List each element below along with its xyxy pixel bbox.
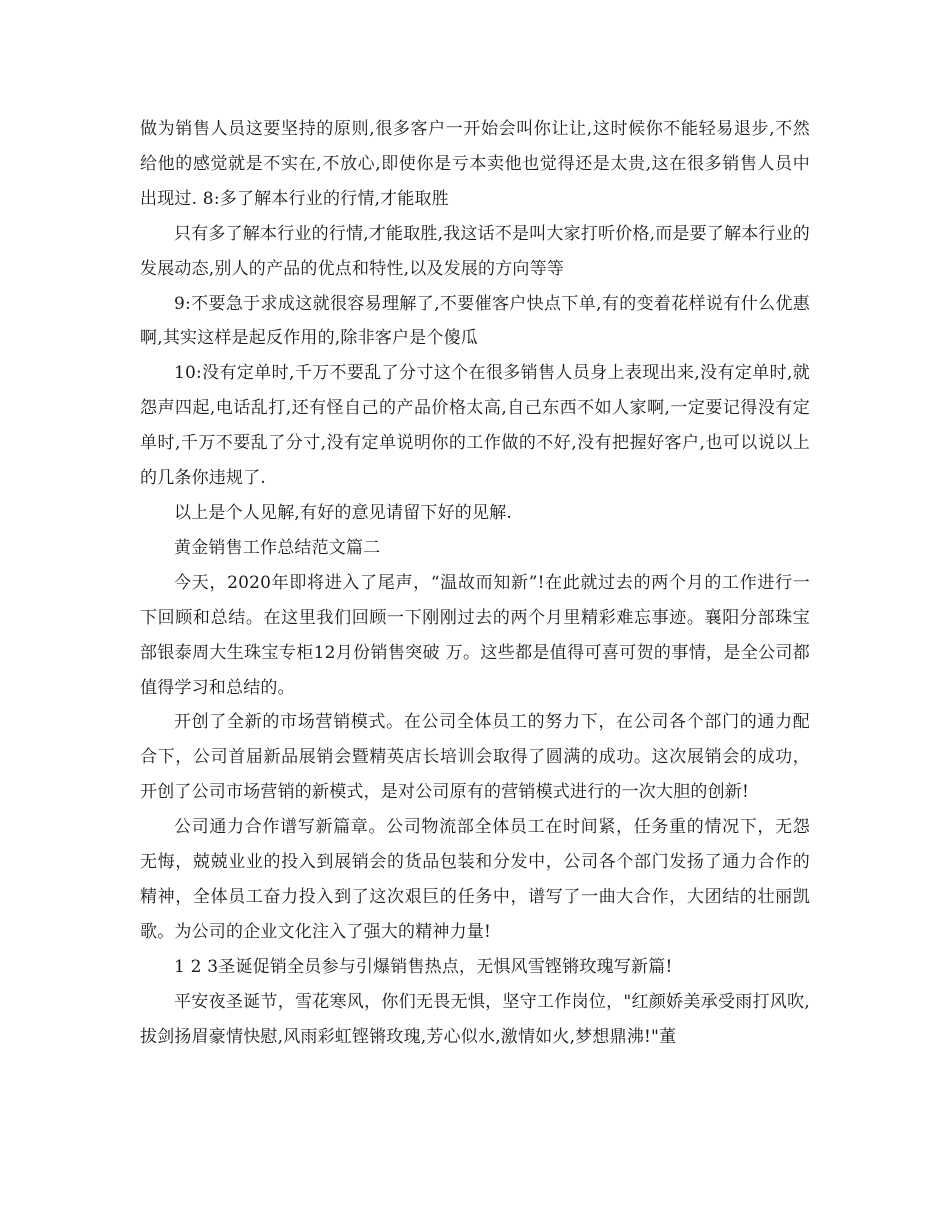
- paragraph-7: 今天，2020年即将进入了尾声，“温故而知新”!在此就过去的两个月的工作进行一下回顾和总结。在这里我们回顾一下刚刚过去的两个月里精彩难忘事迹。襄阳分部珠宝部银泰周大生珠宝专柜12月份销售突破 万。这些都是值得可喜可贺的事情，是全公司都值得学习和总结的。: [140, 572, 810, 698]
- section-heading: 黄金销售工作总结范文篇二: [174, 537, 381, 558]
- paragraph-4: 10:没有定单时,千万不要乱了分寸这个在很多销售人员身上表现出来,没有定单时,就怨声四起,电话乱打,还有怪自己的产品价格太高,自己东西不如人家啊,一定要记得没有定单时,千万不要乱了分寸,没有定单说明你的工作做的不好,没有把握好客户,也可以说以上的几条你违规了.: [140, 363, 810, 489]
- paragraph-9: 公司通力合作谱写新篇章。公司物流部全体员工在时间紧，任务重的情况下，无怨无悔，兢兢业业的投入到展销会的货品包装和分发中，公司各个部门发扬了通力合作的精神，全体员工奋力投入到了这次艰巨的任务中，谱写了一曲大合作，大团结的壮丽凯歌。为公司的企业文化注入了强大的精神力量!: [140, 817, 810, 942]
- paragraph-11: 平安夜圣诞节，雪花寒风，你们无畏无惧，坚守工作岗位，"红颜娇美承受雨打风吹,拔剑扬眉豪情快慰,风雨彩虹铿锵玫瑰,芳心似水,激情如火,梦想鼎沸!"董: [140, 991, 810, 1047]
- document-body: [140, 112, 810, 1054]
- paragraph-5: 以上是个人见解,有好的意见请留下好的见解.: [174, 502, 513, 523]
- paragraph-1: 做为销售人员这要坚持的原则,很多客户一开始会叫你让让,这时候你不能轻易退步,不然给他的感觉就是不实在,不放心,即使你是亏本卖他也觉得还是太贵,这在很多销售人员中出现过. 8:多了解本行业的行情,才能取胜: [140, 119, 810, 209]
- paragraph-10: 1 2 3圣诞促销全员参与引爆销售热点，无惧风雪铿锵玫瑰写新篇!: [174, 956, 673, 977]
- paragraph-8: 开创了全新的市场营销模式。在公司全体员工的努力下，在公司各个部门的通力配合下，公司首届新品展销会暨精英店长培训会取得了圆满的成功。这次展销会的成功，开创了公司市场营销的新模式，是对公司原有的营销模式进行的一次大胆的创新!: [140, 712, 810, 803]
- paragraph-3: 9:不要急于求成这就很容易理解了,不要催客户快点下单,有的变着花样说有什么优惠啊,其实这样是起反作用的,除非客户是个傻瓜: [140, 293, 810, 349]
- paragraph-2: 只有多了解本行业的行情,才能取胜,我这话不是叫大家打听价格,而是要了解本行业的发展动态,别人的产品的优点和特性,以及发展的方向等等: [140, 223, 811, 279]
